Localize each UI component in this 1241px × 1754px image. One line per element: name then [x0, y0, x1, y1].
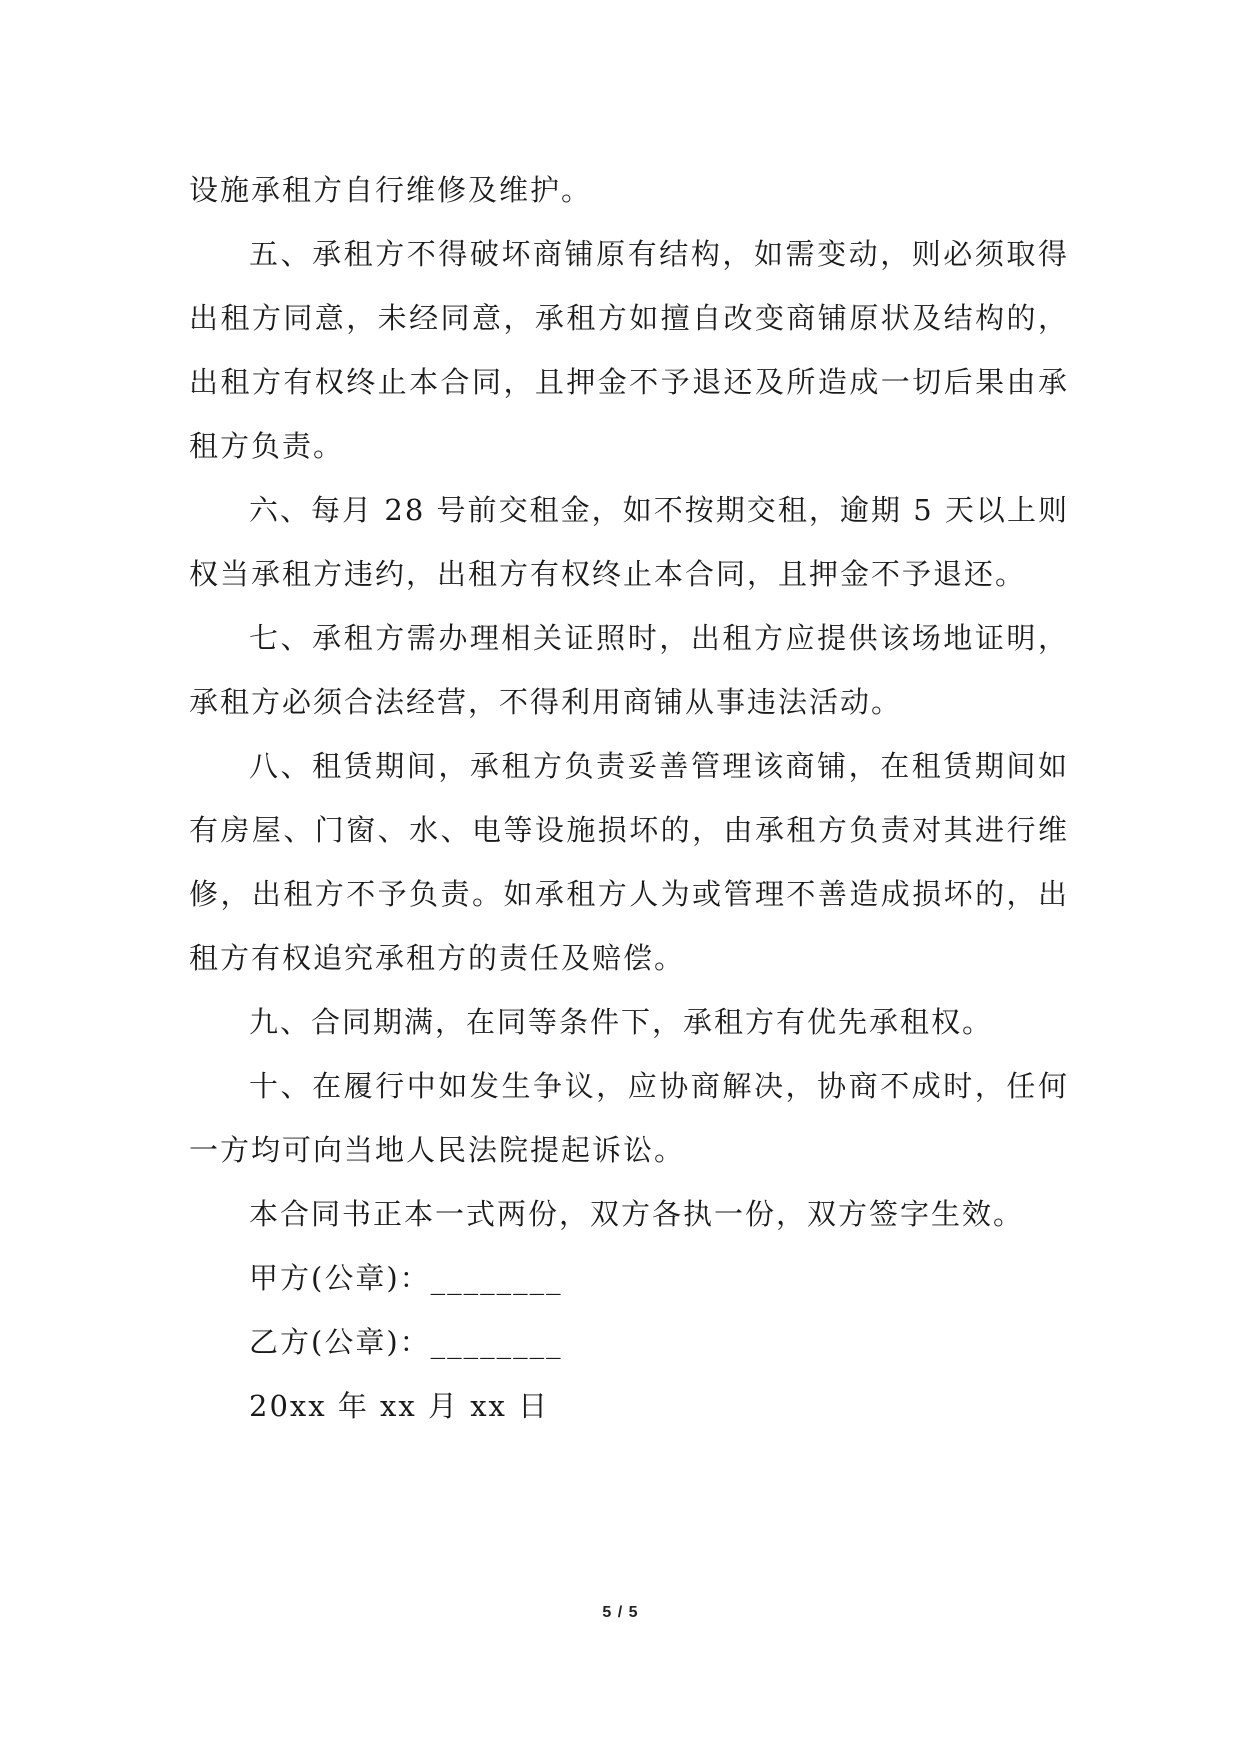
signing-date: 20xx 年 xx 月 xx 日	[249, 1389, 550, 1423]
clause-seven: 七、承租方需办理相关证照时，出租方应提供该场地证明，承租方必须合法经营，不得利用商铺从事违法活动。	[189, 621, 1069, 719]
document-body	[189, 158, 1069, 1438]
clause-nine: 九、合同期满，在同等条件下，承租方有优先承租权。	[249, 1005, 994, 1039]
contract-copies-statement: 本合同书正本一式两份，双方各执一份，双方签字生效。	[249, 1197, 1025, 1231]
clause-six: 六、每月 28 号前交租金，如不按期交租，逾期 5 天以上则权当承租方违约，出租方有权终止本合同，且押金不予退还。	[189, 493, 1069, 591]
clause-ten: 十、在履行中如发生争议，应协商解决，协商不成时，任何一方均可向当地人民法院提起诉讼。	[189, 1069, 1069, 1167]
party-b-seal-line: 乙方(公章)：________	[249, 1325, 563, 1359]
paragraph-continuation: 设施承租方自行维修及维护。	[189, 173, 593, 207]
page-number: 5 / 5	[602, 1604, 639, 1621]
party-a-seal-line: 甲方(公章)：________	[249, 1261, 563, 1295]
clause-eight: 八、租赁期间，承租方负责妥善管理该商铺，在租赁期间如有房屋、门窗、水、电等设施损坏的，由承租方负责对其进行维修，出租方不予负责。如承租方人为或管理不善造成损坏的，出租方有权追究承租方的责任及赔偿。	[189, 749, 1069, 975]
clause-five: 五、承租方不得破坏商铺原有结构，如需变动，则必须取得出租方同意，未经同意，承租方如擅自改变商铺原状及结构的，出租方有权终止本合同，且押金不予退还及所造成一切后果由承租方负责。	[189, 237, 1069, 463]
